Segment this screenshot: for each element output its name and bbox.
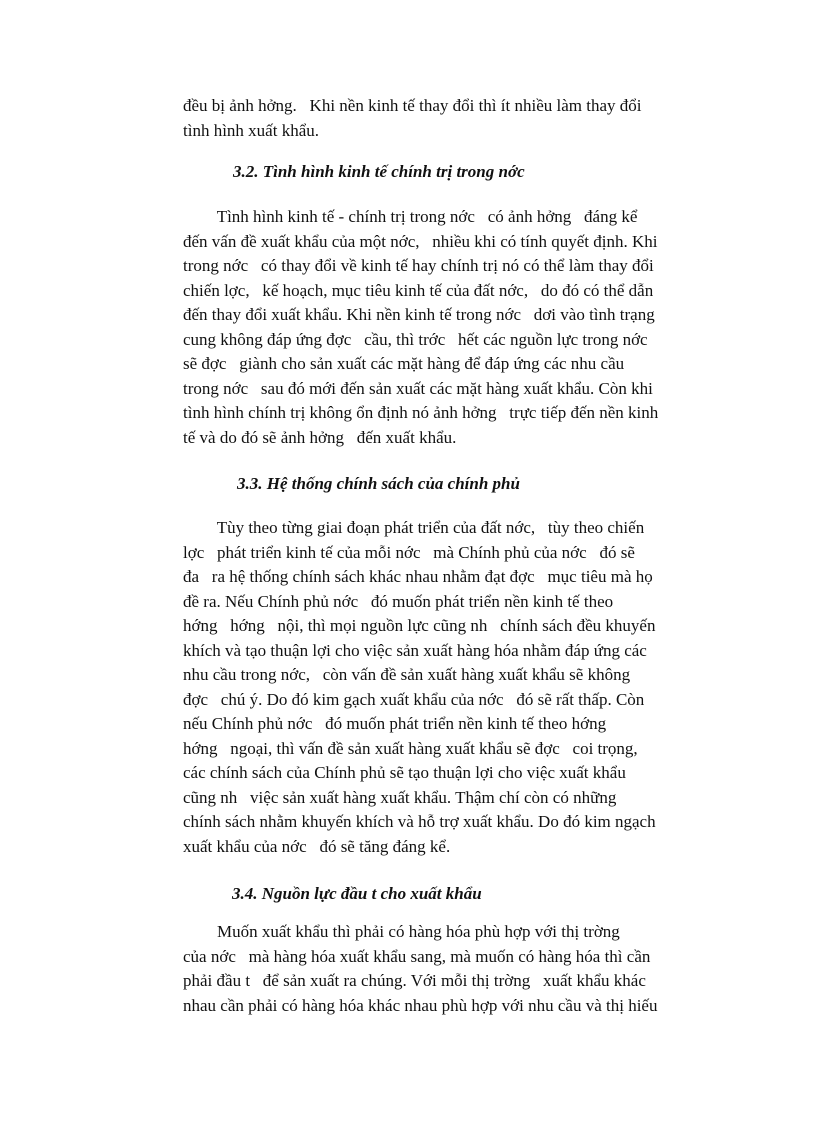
text-line: đa ra hệ thống chính sách khác nhau nhằm đạt đợc mục tiêu mà họ [183,567,653,586]
text-line: khích và tạo thuận lợi cho việc sản xuất hàng hóa nhằm đáp ứng các [183,640,647,660]
text-line: đề ra. Nếu Chính phủ nớc đó muốn phát triển nền kinh tế theo [183,591,614,611]
text-line: của nớc mà hàng hóa xuất khẩu sang, mà muốn có hàng hóa thì cần [183,946,651,966]
text-line: nếu Chính phủ nớc đó muốn phát triển nền kinh tế theo hớng [183,714,607,733]
paragraph [183,516,715,859]
text-line: lợc phát triển kinh tế của mỗi nớc mà Chính phủ của nớc đó sẽ [183,542,635,562]
text-line: cung không đáp ứng đợc cầu, thì trớc hết các nguồn lực trong nớc [183,329,648,349]
text-line: Tùy theo từng giai đoạn phát triển của đất nớc, tùy theo chiến [183,518,645,537]
text-line: chính sách nhằm khuyến khích và hỗ trợ xuất khẩu. Do đó kim ngạch [183,812,656,831]
text-line: phải đầu t để sản xuất ra chúng. Với mỗi thị trờng xuất khẩu khác [183,971,646,990]
section-heading-3-3: 3.3. Hệ thống chính sách của chính phủ [237,474,520,493]
intro-paragraph [183,94,715,143]
text-line: nhu cầu trong nớc, còn vấn đề sản xuất hàng xuất khẩu sẽ không [183,665,631,684]
text-line: các chính sách của Chính phủ sẽ tạo thuận lợi cho việc xuất khẩu [183,763,626,782]
text-line: đợc chú ý. Do đó kim gạch xuất khẩu của nớc đó sẽ rất thấp. Còn [183,689,645,709]
text-line: đến thay đổi xuất khẩu. Khi nền kinh tế trong nớc dơi vào tình trạng [183,305,655,324]
section-heading-3-2: 3.2. Tình hình kinh tế chính trị trong nớc [233,162,525,181]
text-line: nhau cần phải có hàng hóa khác nhau phù hợp với nhu cầu và thị hiếu [183,995,658,1015]
text-line: sẽ đợc giành cho sản xuất các mặt hàng để đáp ứng các nhu cầu [183,354,625,373]
text-line: xuất khẩu của nớc đó sẽ tăng đáng kể. [183,836,451,856]
paragraph [183,920,715,1018]
text-line: cũng nh việc sản xuất hàng xuất khẩu. Thậm chí còn có những [183,787,617,807]
text-line: trong nớc sau đó mới đến sản xuất các mặt hàng xuất khẩu. Còn khi [183,378,653,398]
text-line: hớng hớng nội, thì mọi nguồn lực cũng nh chính sách đều khuyến [183,616,656,635]
text-line: chiến lợc, kế hoạch, mục tiêu kinh tế của đất nớc, do đó có thể dẫn [183,280,654,300]
text-line: đều bị ảnh hởng. Khi nền kinh tế thay đổi thì ít nhiều làm thay đổi [183,96,642,115]
section-heading-3-4: 3.4. Nguồn lực đầu t cho xuất khẩu [232,884,482,903]
text-line: hớng ngoại, thì vấn đề sản xuất hàng xuất khẩu sẽ đợc coi trọng, [183,738,638,758]
paragraph [183,205,715,450]
text-line: Muốn xuất khẩu thì phải có hàng hóa phù hợp với thị trờng [183,922,620,941]
text-line: trong nớc có thay đổi về kinh tế hay chính trị nó có thể làm thay đổi [183,256,654,275]
section-3-4-paragraph [183,920,715,1018]
text-line: tế và do đó sẽ ảnh hởng đến xuất khẩu. [183,427,457,447]
text-line: đến vấn đề xuất khẩu của một nớc, nhiều khi có tính quyết định. Khi [183,231,658,251]
section-3-2-paragraph [183,205,715,450]
text-line: tình hình chính trị không ổn định nó ảnh hởng trực tiếp đến nền kinh [183,403,659,422]
text-line: tình hình xuất khẩu. [183,120,319,140]
paragraph [183,94,715,143]
section-3-3-paragraph [183,516,715,859]
text-line: Tình hình kinh tế - chính trị trong nớc có ảnh hởng đáng kể [183,207,638,226]
